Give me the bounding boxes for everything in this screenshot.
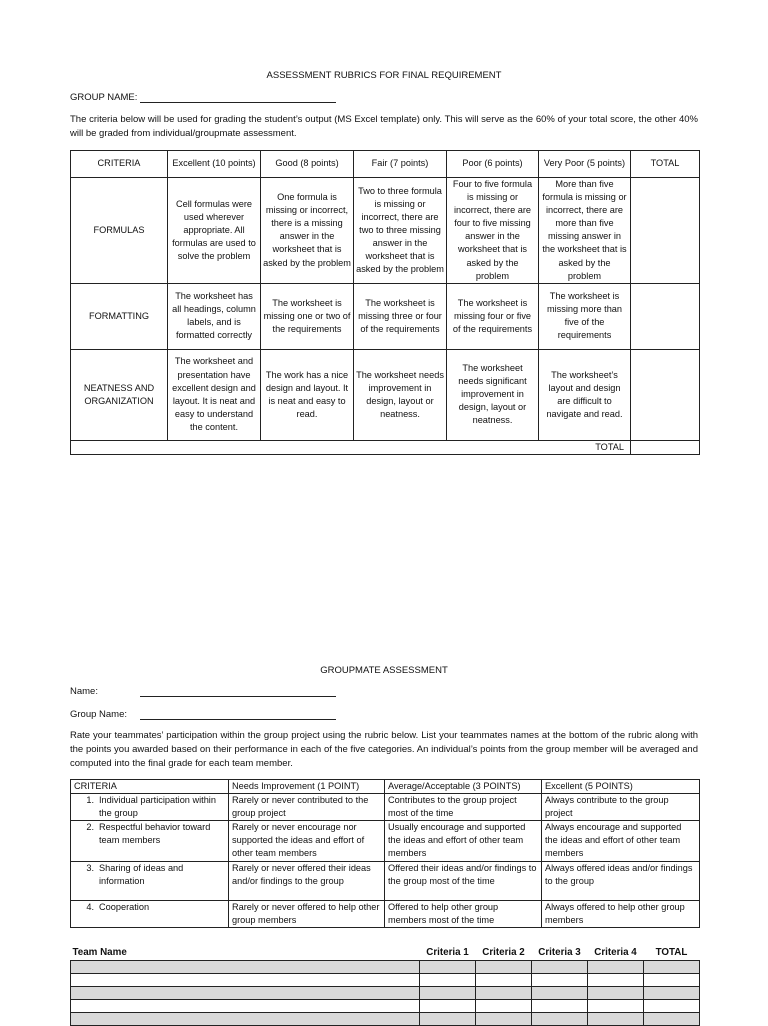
needs-improvement-cell: Rarely or never encourage nor supported the ideas and effort of other team members: [229, 821, 385, 861]
groupmate-title: GROUPMATE ASSESSMENT: [320, 665, 448, 676]
rubric-cell: Cell formulas were used wherever appropriate. All formulas are used to solve the problem: [168, 178, 261, 284]
score-cell[interactable]: [644, 987, 700, 1000]
groupmate-criteria-cell: [71, 861, 229, 900]
score-cell[interactable]: [532, 987, 588, 1000]
rubric-row-formulas: [71, 178, 700, 284]
groupmate-row: [71, 794, 700, 821]
groupmate-row: [71, 821, 700, 861]
criteria-number: 4.: [86, 901, 94, 912]
rubric-table: [70, 150, 700, 455]
groupmate-group-name-label: Group Name:: [70, 709, 128, 720]
score-cell[interactable]: [532, 1000, 588, 1013]
score-cell[interactable]: [476, 1000, 532, 1013]
rubric-cell: The work has a nice design and layout. It is neat and easy to read.: [261, 349, 354, 440]
score-cell[interactable]: [588, 1000, 644, 1013]
groupmate-group-name-blank[interactable]: [140, 710, 336, 720]
group-name-blank[interactable]: [140, 93, 336, 103]
groupmate-criteria-cell: [71, 900, 229, 927]
score-cell[interactable]: [588, 974, 644, 987]
criteria-number: 1.: [86, 795, 94, 806]
score-cell[interactable]: [588, 961, 644, 974]
groupmate-header-criteria: CRITERIA: [71, 780, 229, 794]
rubric-total-cell[interactable]: [631, 283, 700, 349]
groupmate-header-excellent: Excellent (5 POINTS): [542, 780, 700, 794]
rubric-header-row: [71, 151, 700, 178]
group-name-label: GROUP NAME:: [70, 92, 138, 103]
rubric-intro: The criteria below will be used for grading the student’s output (MS Excel template) only. This will serve as the 60% of your total score, the other 40% will be graded from individual/groupmate assessment.: [70, 114, 698, 139]
rubric-criteria-cell: FORMATTING: [71, 283, 168, 349]
rubric-header-total: TOTAL: [631, 151, 700, 178]
rubric-cell: The worksheet is missing three or four of the requirements: [354, 283, 447, 349]
score-cell[interactable]: [644, 961, 700, 974]
groupmate-intro: Rate your teammates’ participation within the group project using the rubric below. List your teammates names at the bottom of the rubric along with the points you awarded based on their performance in each of the five categories. An individual’s points from the group member will be averaged and computed into the final grade for each team member.: [70, 730, 698, 769]
score-cell[interactable]: [644, 974, 700, 987]
rubric-cell: One formula is missing or incorrect, there is a missing answer in the worksheet that is asked by the problem: [261, 178, 354, 284]
team-header-row: [71, 946, 700, 961]
score-cell[interactable]: [420, 987, 476, 1000]
criteria-text: Cooperation: [99, 901, 150, 912]
score-cell[interactable]: [476, 961, 532, 974]
groupmate-header-needs: Needs Improvement (1 POINT): [229, 780, 385, 794]
team-header-criteria-1: Criteria 1: [420, 946, 476, 961]
excellent-cell: Always offered ideas and/or findings to the group: [542, 861, 700, 900]
rubric-cell: The worksheet needs significant improvement in design, layout or neatness.: [447, 349, 539, 440]
groupmate-row: [71, 861, 700, 900]
rubric-cell: The worksheet and presentation have excellent design and layout. It is neat and easy to understand the content.: [168, 349, 261, 440]
team-header-criteria-3: Criteria 3: [532, 946, 588, 961]
team-score-table: [70, 946, 700, 1026]
team-row: [71, 974, 700, 987]
average-cell: Offered their ideas and/or findings to the group most of the time: [385, 861, 542, 900]
score-cell[interactable]: [476, 974, 532, 987]
rubric-total-cell[interactable]: [631, 349, 700, 440]
groupmate-criteria-cell: [71, 794, 229, 821]
team-name-cell[interactable]: [71, 987, 420, 1000]
groupmate-criteria-cell: [71, 821, 229, 861]
rubric-grand-total-cell[interactable]: [631, 440, 700, 454]
average-cell: Offered to help other group members most of the time: [385, 900, 542, 927]
score-cell[interactable]: [532, 961, 588, 974]
average-cell: Contributes to the group project most of the time: [385, 794, 542, 821]
rubric-header-excellent: Excellent (10 points): [168, 151, 261, 178]
criteria-number: 3.: [86, 862, 94, 873]
needs-improvement-cell: Rarely or never offered to help other group members: [229, 900, 385, 927]
groupmate-header-row: [71, 780, 700, 794]
rubric-title: ASSESSMENT RUBRICS FOR FINAL REQUIREMENT: [266, 70, 502, 81]
rubric-criteria-cell: FORMULAS: [71, 178, 168, 284]
team-header-criteria-4: Criteria 4: [588, 946, 644, 961]
team-header-name: Team Name: [71, 946, 420, 961]
team-header-criteria-2: Criteria 2: [476, 946, 532, 961]
rubric-cell: The worksheet is missing one or two of the requirements: [261, 283, 354, 349]
rubric-total-label: TOTAL: [71, 440, 631, 454]
groupmate-rubric-table: [70, 779, 700, 928]
average-cell: Usually encourage and supported the ideas and effort of other team members: [385, 821, 542, 861]
score-cell[interactable]: [644, 1000, 700, 1013]
name-label: Name:: [70, 686, 98, 697]
criteria-text: Respectful behavior toward team members: [99, 822, 211, 846]
needs-improvement-cell: Rarely or never contributed to the group project: [229, 794, 385, 821]
team-row: [71, 961, 700, 974]
score-cell[interactable]: [476, 987, 532, 1000]
score-cell[interactable]: [588, 987, 644, 1000]
team-name-cell[interactable]: [71, 961, 420, 974]
team-row: [71, 1000, 700, 1013]
criteria-number: 2.: [86, 822, 94, 833]
excellent-cell: Always contribute to the group project: [542, 794, 700, 821]
rubric-header-poor: Poor (6 points): [447, 151, 539, 178]
name-blank[interactable]: [140, 687, 336, 697]
group-name-line: [70, 92, 137, 103]
criteria-text: Sharing of ideas and information: [99, 862, 184, 886]
excellent-cell: Always encourage and supported the ideas and effort of other team members: [542, 821, 700, 861]
excellent-cell: Always offered to help other group members: [542, 900, 700, 927]
rubric-criteria-cell: NEATNESS AND ORGANIZATION: [71, 349, 168, 440]
criteria-text: Individual participation within the group: [99, 795, 216, 819]
needs-improvement-cell: Rarely or never offered their ideas and/or findings to the group: [229, 861, 385, 900]
score-cell[interactable]: [420, 961, 476, 974]
rubric-header-good: Good (8 points): [261, 151, 354, 178]
team-name-cell[interactable]: [71, 974, 420, 987]
rubric-total-cell[interactable]: [631, 178, 700, 284]
rubric-cell: The worksheet needs improvement in design, layout or neatness.: [354, 349, 447, 440]
rubric-cell: The worksheet has all headings, column labels, and is formatted correctly: [168, 283, 261, 349]
score-cell[interactable]: [420, 1000, 476, 1013]
rubric-cell: More than five formula is missing or incorrect, there are more than five missing answer in the worksheet that is asked by the problem: [539, 178, 631, 284]
team-header-total: TOTAL: [644, 946, 700, 961]
rubric-header-criteria: CRITERIA: [71, 151, 168, 178]
score-cell[interactable]: [532, 974, 588, 987]
groupmate-header-average: Average/Acceptable (3 POINTS): [385, 780, 542, 794]
rubric-row-formatting: [71, 283, 700, 349]
rubric-cell: Four to five formula is missing or incorrect, there are four to five missing answer in the worksheet that is asked by the problem: [447, 178, 539, 284]
rubric-cell: The worksheet is missing four or five of the requirements: [447, 283, 539, 349]
rubric-cell: Two to three formula is missing or incorrect, there are two to three missing answer in the worksheet that is asked by the problem: [354, 178, 447, 284]
team-row: [71, 987, 700, 1000]
team-name-cell[interactable]: [71, 1000, 420, 1013]
groupmate-row: [71, 900, 700, 927]
rubric-header-very-poor: Very Poor (5 points): [539, 151, 631, 178]
rubric-total-row: [71, 440, 700, 454]
rubric-row-neatness: [71, 349, 700, 440]
rubric-header-fair: Fair (7 points): [354, 151, 447, 178]
rubric-cell: The worksheet is missing more than five of the requirements: [539, 283, 631, 349]
score-cell[interactable]: [420, 974, 476, 987]
rubric-cell: The worksheet’s layout and design are difficult to navigate and read.: [539, 349, 631, 440]
